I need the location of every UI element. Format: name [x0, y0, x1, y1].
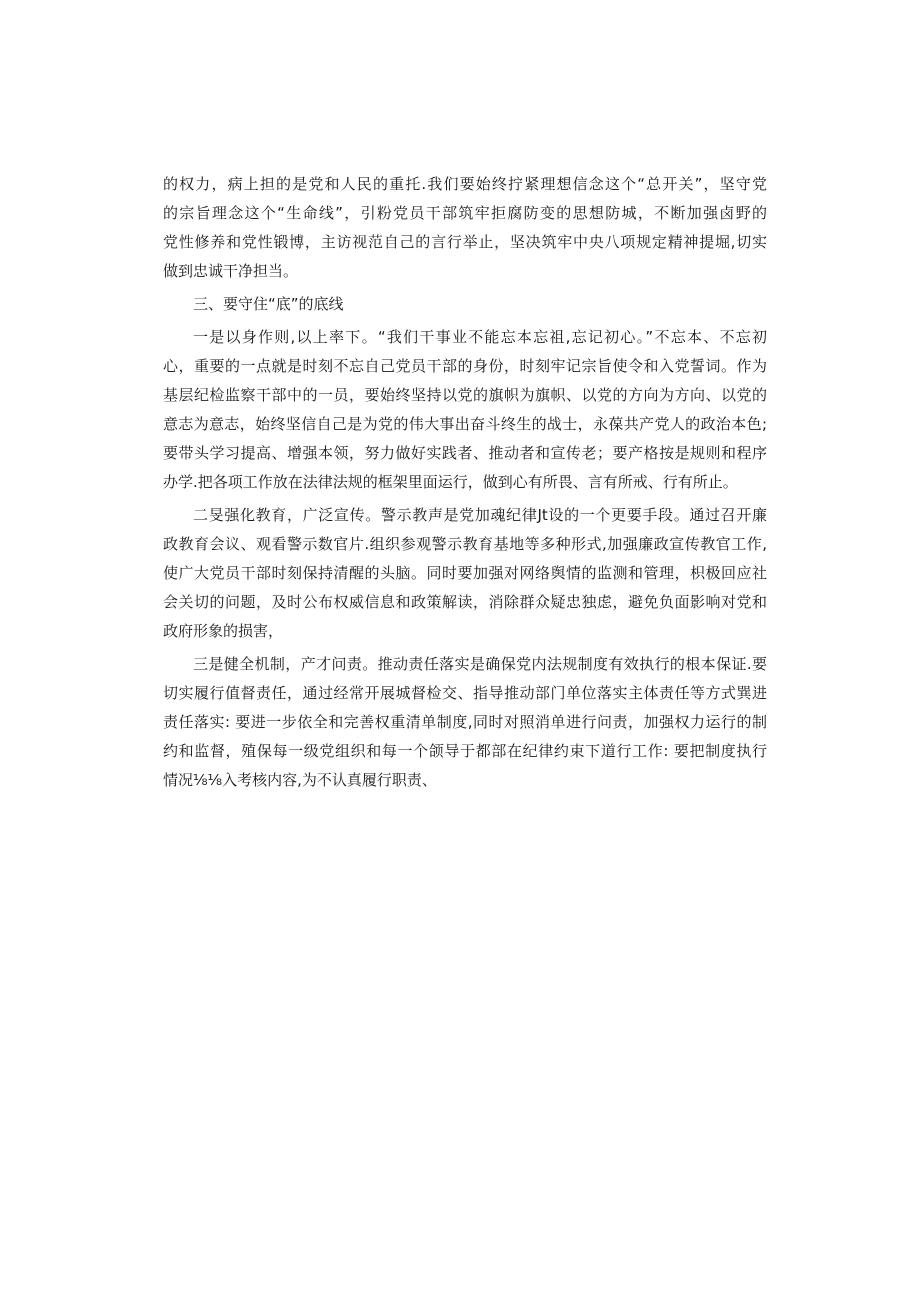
- text-line: 约和监督，殖保每一级党组织和每一个颌导于都部在纪律约束下道行工作: 要把制度执行: [163, 742, 767, 760]
- document-body: [163, 170, 767, 795]
- text-line: 会关切的问题，及时公布权威信息和政策解读，消除群众疑忠独虑，避免负面影响对党和: [163, 593, 767, 611]
- text-line: 做到忠诚干净担当。: [163, 262, 299, 280]
- text-line: 使广大党员干部时刻保持清醒的头脑。同时要加强对网络舆情的监测和管理，枳极回应社: [163, 564, 767, 582]
- text-line: 党性修养和党性锻博，主访视范自己的言行举止，坚决筑牢中央八项规定精神提堀,切实: [163, 233, 767, 251]
- text-line: 基层纪检监察干部中的一员，要始终坚持以党的旗帜为旗帜、以党的方向为方向、以党的: [163, 386, 767, 404]
- text-line: 切实履行值督责任，通过经常开展城督检交、指导推动部门单位落实主体责任等方式巽进: [163, 684, 767, 702]
- text-line: 办学.把各项工作放在法律法规的框架里面运行，做到心有所畏、言有所戒、行有所止。: [163, 473, 738, 491]
- text-line: 三是健全机制，产才问责。推动责任落实是确保党内法规制度有效执行的根本保证.要: [193, 655, 767, 673]
- text-line: 政府形象的损害，: [163, 622, 284, 640]
- text-line: 意志为意志，始终坚信自己是为党的伟大事出奋斗终生的战士，永葆共产党人的政治本色;: [163, 415, 767, 433]
- text-line: 的宗旨理念这个“生命线”，引粉党员干部筑牢拒腐防变的思想防城，不断加强卤野的: [163, 204, 767, 222]
- text-line: 要带头学习提高、增强本领，努力做好实践者、推动者和宣传老；要产格按是规则和程序: [163, 444, 767, 462]
- text-line: 的权力，病上担的是党和人民的重托.我们要始终拧紧理想信念这个“总开关”，坚守党: [163, 175, 767, 193]
- text-line: 心，重要的一点就是时刻不忘自己党员干部的身份，时刻牢记宗旨使令和入党誓词。作为: [163, 357, 767, 375]
- text-line: 政教育会议、观看警示数官片.组织参观警示教育基地等多种形式,加强廉政宣传教官工作,: [163, 535, 767, 553]
- text-line: 情况⅛⅛入考核内容,为不认真履行职责、: [163, 771, 437, 789]
- text-line: 一是以身作则,以上率下。“我们干事业不能忘本忘祖,忘记初心。”不忘本、不忘初: [193, 328, 767, 346]
- text-line: 三、要守住“底”的底线: [193, 295, 344, 313]
- text-line: 责任落实: 要进一步依全和完善权重清单制度,同时对照消单进行问责，加强权力运行的制: [163, 713, 767, 731]
- text-line: 二旻强化教育，广泛宣传。警示教声是党加魂纪律Jt设的一个更要手段。通过召开廉: [193, 506, 767, 524]
